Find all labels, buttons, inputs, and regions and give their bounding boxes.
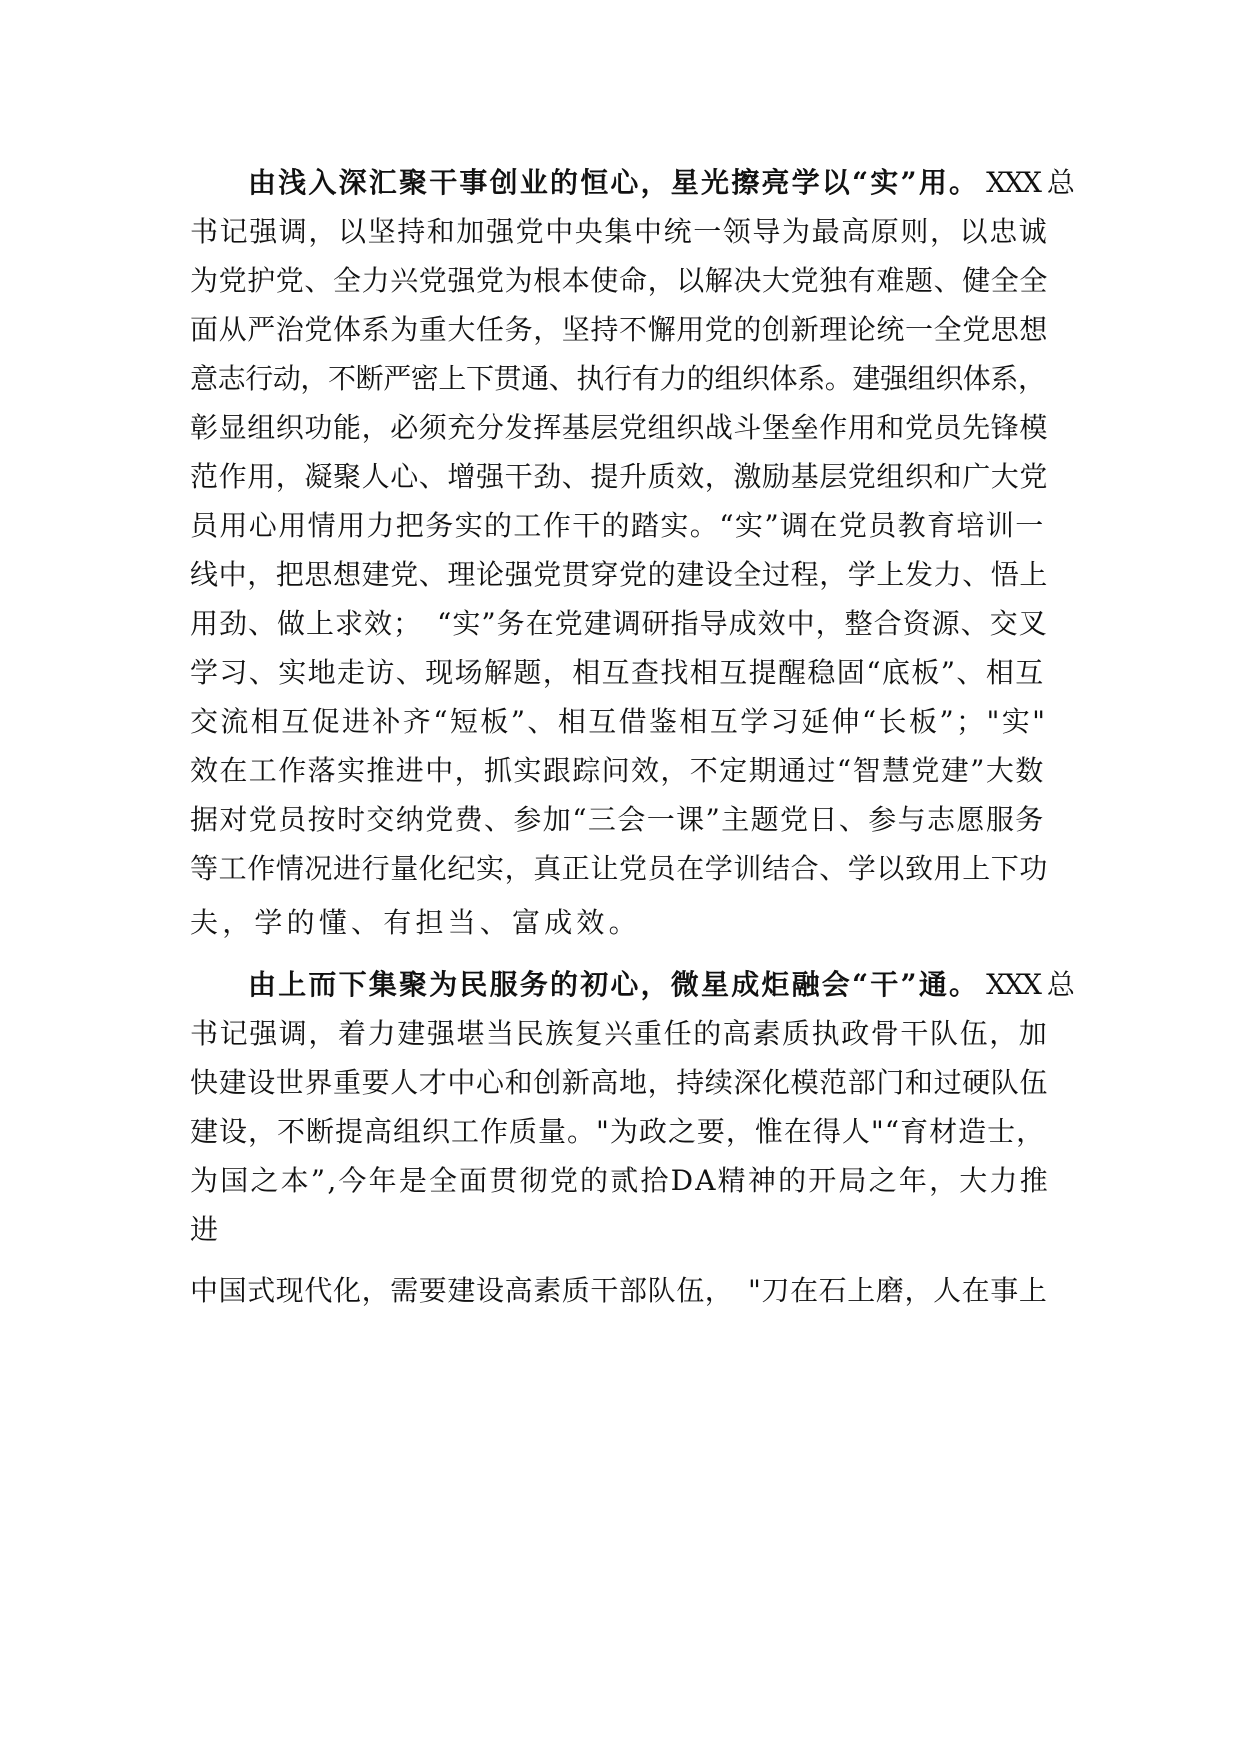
- paragraph-1-line-5: 意志行动，不断严密上下贯通、执行有力的组织体系。建强组织体系，: [190, 362, 1046, 395]
- paragraph-1-line-13: 效在工作落实推进中，抓实跟踪问效，不定期通过“智慧党建”大数: [190, 754, 1045, 787]
- paragraph-1-line-10: 用劲、做上求效； “实”务在党建调研指导成效中，整合资源、交叉: [190, 607, 1048, 640]
- paragraph-1-line-16: 夫，学的懂、有担当、富成效。: [190, 906, 641, 939]
- paragraph-2-line-6: 进: [190, 1213, 223, 1246]
- paragraph-2-line-4: 建设，不断提高组织工作质量。"为政之要，惟在得人"“育材造士，: [190, 1115, 1046, 1148]
- paragraph-1-heading: 由浅入深汇聚干事创业的恒心，星光擦亮学以“实”用。: [248, 166, 980, 199]
- paragraph-1-line-6: 彰显组织功能，必须充分发挥基层党组织战斗堡垒作用和党员先锋模: [190, 411, 1049, 444]
- paragraph-1-line-9: 线中，把思想建党、理论强党贯穿党的建设全过程，学上发力、悟上: [190, 558, 1049, 591]
- paragraph-2-line-3: 快建设世界重要人才中心和创新高地，持续深化模范部门和过硬队伍: [190, 1066, 1049, 1099]
- paragraph-1-line-14: 据对党员按时交纳党费、参加“三会一课”主题党日、参与志愿服务: [190, 803, 1045, 836]
- paragraph-2-heading: 由上而下集聚为民服务的初心，微星成炬融会“干”通。: [248, 968, 980, 1001]
- paragraph-1-line-15: 等工作情况进行量化纪实，真正让党员在学训结合、学以致用上下功: [190, 852, 1049, 885]
- paragraph-1-line-1: [190, 163, 1073, 203]
- paragraph-2-line-1: [190, 965, 1073, 1005]
- paragraph-1-line-7: 范作用，凝聚人心、增强干劲、提升质效，激励基层党组织和广大党: [190, 460, 1049, 493]
- paragraph-1-line-11: 学习、实地走访、现场解题，相互查找相互提醒稳固“底板”、相互: [190, 656, 1045, 689]
- paragraph-2-line-7: 中国式现代化，需要建设高素质干部队伍， "刀在石上磨，人在事上: [190, 1274, 1048, 1307]
- paragraph-1-line-2: 书记强调，以坚持和加强党中央集中统一领导为最高原则，以忠诚: [190, 215, 1049, 248]
- paragraph-1-line-3: 为党护党、全力兴党强党为根本使命，以解决大党独有难题、健全全: [190, 264, 1049, 297]
- paragraph-1-line-1-text: XXX 总: [979, 166, 1073, 199]
- paragraph-2-line-5: 为国之本”,今年是全面贯彻党的贰拾DA精神的开局之年，大力推: [190, 1164, 1050, 1197]
- paragraph-1-line-12: 交流相互促进补齐“短板”、相互借鉴相互学习延伸“长板”；"实": [190, 705, 1048, 738]
- paragraph-1-line-8: 员用心用情用力把务实的工作干的踏实。“实”调在党员教育培训一: [190, 509, 1045, 542]
- paragraph-1-line-4: 面从严治党体系为重大任务，坚持不懈用党的创新理论统一全党思想: [190, 313, 1049, 346]
- paragraph-2-line-1-text: XXX 总: [979, 968, 1073, 1001]
- paragraph-2-line-2: 书记强调，着力建强堪当民族复兴重任的高素质执政骨干队伍，加: [190, 1017, 1049, 1050]
